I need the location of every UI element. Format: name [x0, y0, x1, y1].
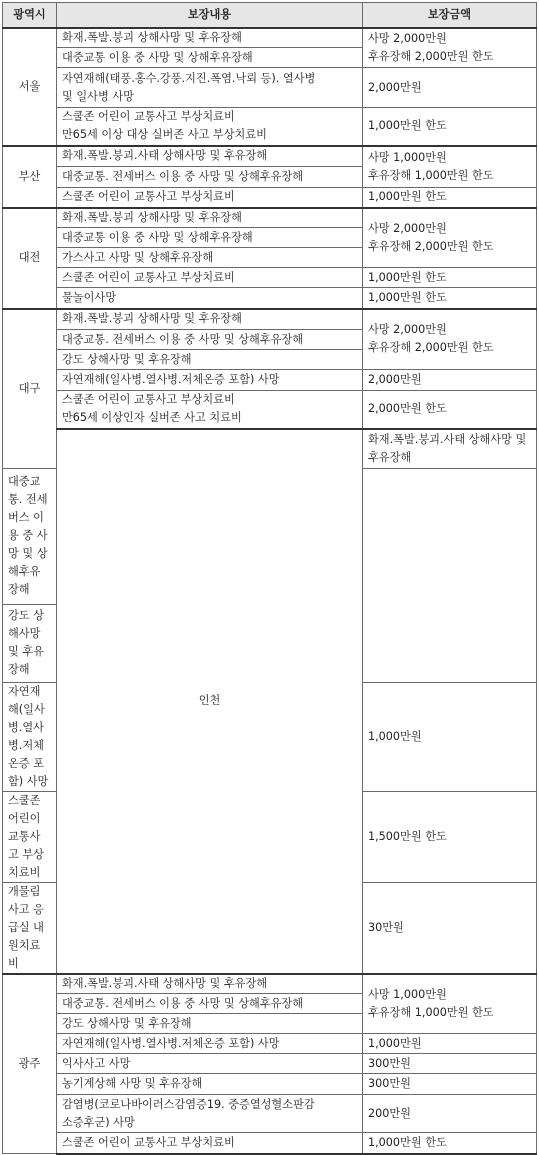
coverage-amount: 사망 2,000만원 후유장해 2,000만원 한도 [363, 28, 537, 68]
city-cell: 광주 [3, 974, 57, 1154]
table-row [3, 1074, 537, 1095]
coverage-item: 개물림사고 응급실 내원치료비 [3, 882, 57, 974]
coverage-item: 대중교통. 전세버스 이용 중 사망 및 상해후유장해 [57, 330, 363, 350]
table-row [3, 288, 537, 309]
coverage-item: 스쿨존 어린이 교통사고 부상치료비 [57, 1133, 363, 1154]
coverage-item: 대중교통. 전세버스 이용 중 사망 및 상해후유장해 [57, 167, 363, 188]
table-row [3, 370, 537, 391]
header-content: 보장내용 [57, 3, 363, 29]
table-row [3, 146, 537, 167]
coverage-amount: 1,000만원 한도 [363, 108, 537, 146]
coverage-item: 스쿨존 어린이 교통사고 부상치료비 [57, 268, 363, 288]
coverage-table [2, 2, 537, 1155]
coverage-amount: 1,000만원 한도 [363, 188, 537, 208]
coverage-item: 화재.폭발.붕괴.사태 상해사망 및 후유장해 [57, 146, 363, 167]
coverage-amount: 1,000만원 한도 [363, 288, 537, 309]
coverage-amount: 사망 1,000만원 후유장해 1,000만원 한도 [363, 974, 537, 1034]
city-cell: 대구 [3, 309, 57, 469]
coverage-item: 자연재해(일사병.열사병.저체온증 포함) 사망 [3, 682, 57, 791]
table-row [3, 1054, 537, 1074]
table-row [3, 108, 537, 146]
coverage-item: 물놀이사망 [57, 288, 363, 309]
coverage-amount: 30만원 [363, 882, 537, 974]
table-row [3, 1034, 537, 1054]
coverage-item: 가스사고 사망 및 상해후유장해 [57, 248, 363, 268]
coverage-amount: 1,000만원 [363, 682, 537, 791]
coverage-item: 농기계상해 사망 및 후유장해 [57, 1074, 363, 1095]
coverage-item: 화재.폭발.붕괴 상해사망 및 후유장해 [57, 309, 363, 330]
table-row [3, 68, 537, 108]
coverage-amount: 1,000만원 한도 [363, 1133, 537, 1154]
header-amount: 보장금액 [363, 3, 537, 29]
table-row [3, 1133, 537, 1154]
coverage-amount: 2,000만원 한도 [363, 391, 537, 429]
coverage-amount: 2,000만원 [363, 370, 537, 391]
coverage-item: 대중교통 이용 중 사망 및 상해후유장해 [57, 228, 363, 248]
table-row [3, 974, 537, 994]
coverage-item: 대중교통 이용 중 사망 및 상해후유장해 [57, 48, 363, 68]
coverage-item: 대중교통. 전세버스 이용 중 사망 및 상해후유장해 [57, 994, 363, 1014]
coverage-amount: 1,000만원 [363, 1034, 537, 1054]
coverage-amount: 사망 2,000만원 후유장해 2,000만원 한도 [363, 309, 537, 370]
coverage-item: 스쿨존 어린이 교통사고 부상치료비 [57, 188, 363, 208]
coverage-amount: 1,000만원 한도 [363, 268, 537, 288]
coverage-item: 강도 상해사망 및 후유장해 [3, 604, 57, 682]
coverage-item: 익사사고 사망 [57, 1054, 363, 1074]
coverage-item: 스쿨존 어린이 교통사고 부상치료비 만65세 이상 대상 실버존 사고 부상치료비 [57, 108, 363, 146]
coverage-amount: 2,000만원 [363, 68, 537, 108]
table-row [3, 28, 537, 48]
table-row [3, 391, 537, 429]
city-cell: 서울 [3, 28, 57, 146]
coverage-item: 화재.폭발.붕괴.사태 상해사망 및 후유장해 [363, 429, 537, 469]
coverage-item: 스쿨존 어린이 교통사고 부상치료비 [3, 791, 57, 882]
table-header-row [3, 3, 537, 29]
coverage-amount: 300만원 [363, 1054, 537, 1074]
coverage-item: 스쿨존 어린이 교통사고 부상치료비 만65세 이상인자 실버존 사고 치료비 [57, 391, 363, 429]
coverage-item: 화재.폭발.붕괴 상해사망 및 후유장해 [57, 28, 363, 48]
table-row [3, 309, 537, 330]
city-cell: 인천 [57, 429, 363, 974]
table-row [3, 208, 537, 228]
coverage-amount: 300만원 [363, 1074, 537, 1095]
coverage-item: 자연재해(태풍.홍수.강풍.지진.폭염.낙뢰 등). 열사병 및 일사병 사망 [57, 68, 363, 108]
coverage-amount: 1,500만원 한도 [363, 791, 537, 882]
city-cell: 부산 [3, 146, 57, 208]
coverage-item: 화재.폭발.붕괴.사태 상해사망 및 후유장해 [57, 974, 363, 994]
coverage-item: 자연재해(일사병.열사병.저체온증 포함) 사망 [57, 1034, 363, 1054]
table-row [3, 268, 537, 288]
coverage-item: 대중교통. 전세버스 이용 중 사망 및 상해후유장해 [3, 469, 57, 605]
coverage-item: 자연재해(일사병.열사병.저체온증 포함) 사망 [57, 370, 363, 391]
coverage-item: 감염병(코로나바이러스감염증19. 중증열성혈소판감 소증후군) 사망 [57, 1095, 363, 1133]
table-row [3, 188, 537, 208]
table-row [3, 1095, 537, 1133]
city-cell: 대전 [3, 208, 57, 309]
coverage-item: 강도 상해사망 및 후유장해 [57, 350, 363, 370]
coverage-amount: 사망 2,000만원 후유장해 2,000만원 한도 [363, 208, 537, 268]
coverage-amount: 200만원 [363, 1095, 537, 1133]
coverage-item: 강도 상해사망 및 후유장해 [57, 1014, 363, 1034]
header-region: 광역시 [3, 3, 57, 29]
coverage-amount: 사망 1,000만원 후유장해 1,000만원 한도 [363, 146, 537, 188]
coverage-item: 화재.폭발.붕괴 상해사망 및 후유장해 [57, 208, 363, 228]
table-row [3, 429, 537, 469]
